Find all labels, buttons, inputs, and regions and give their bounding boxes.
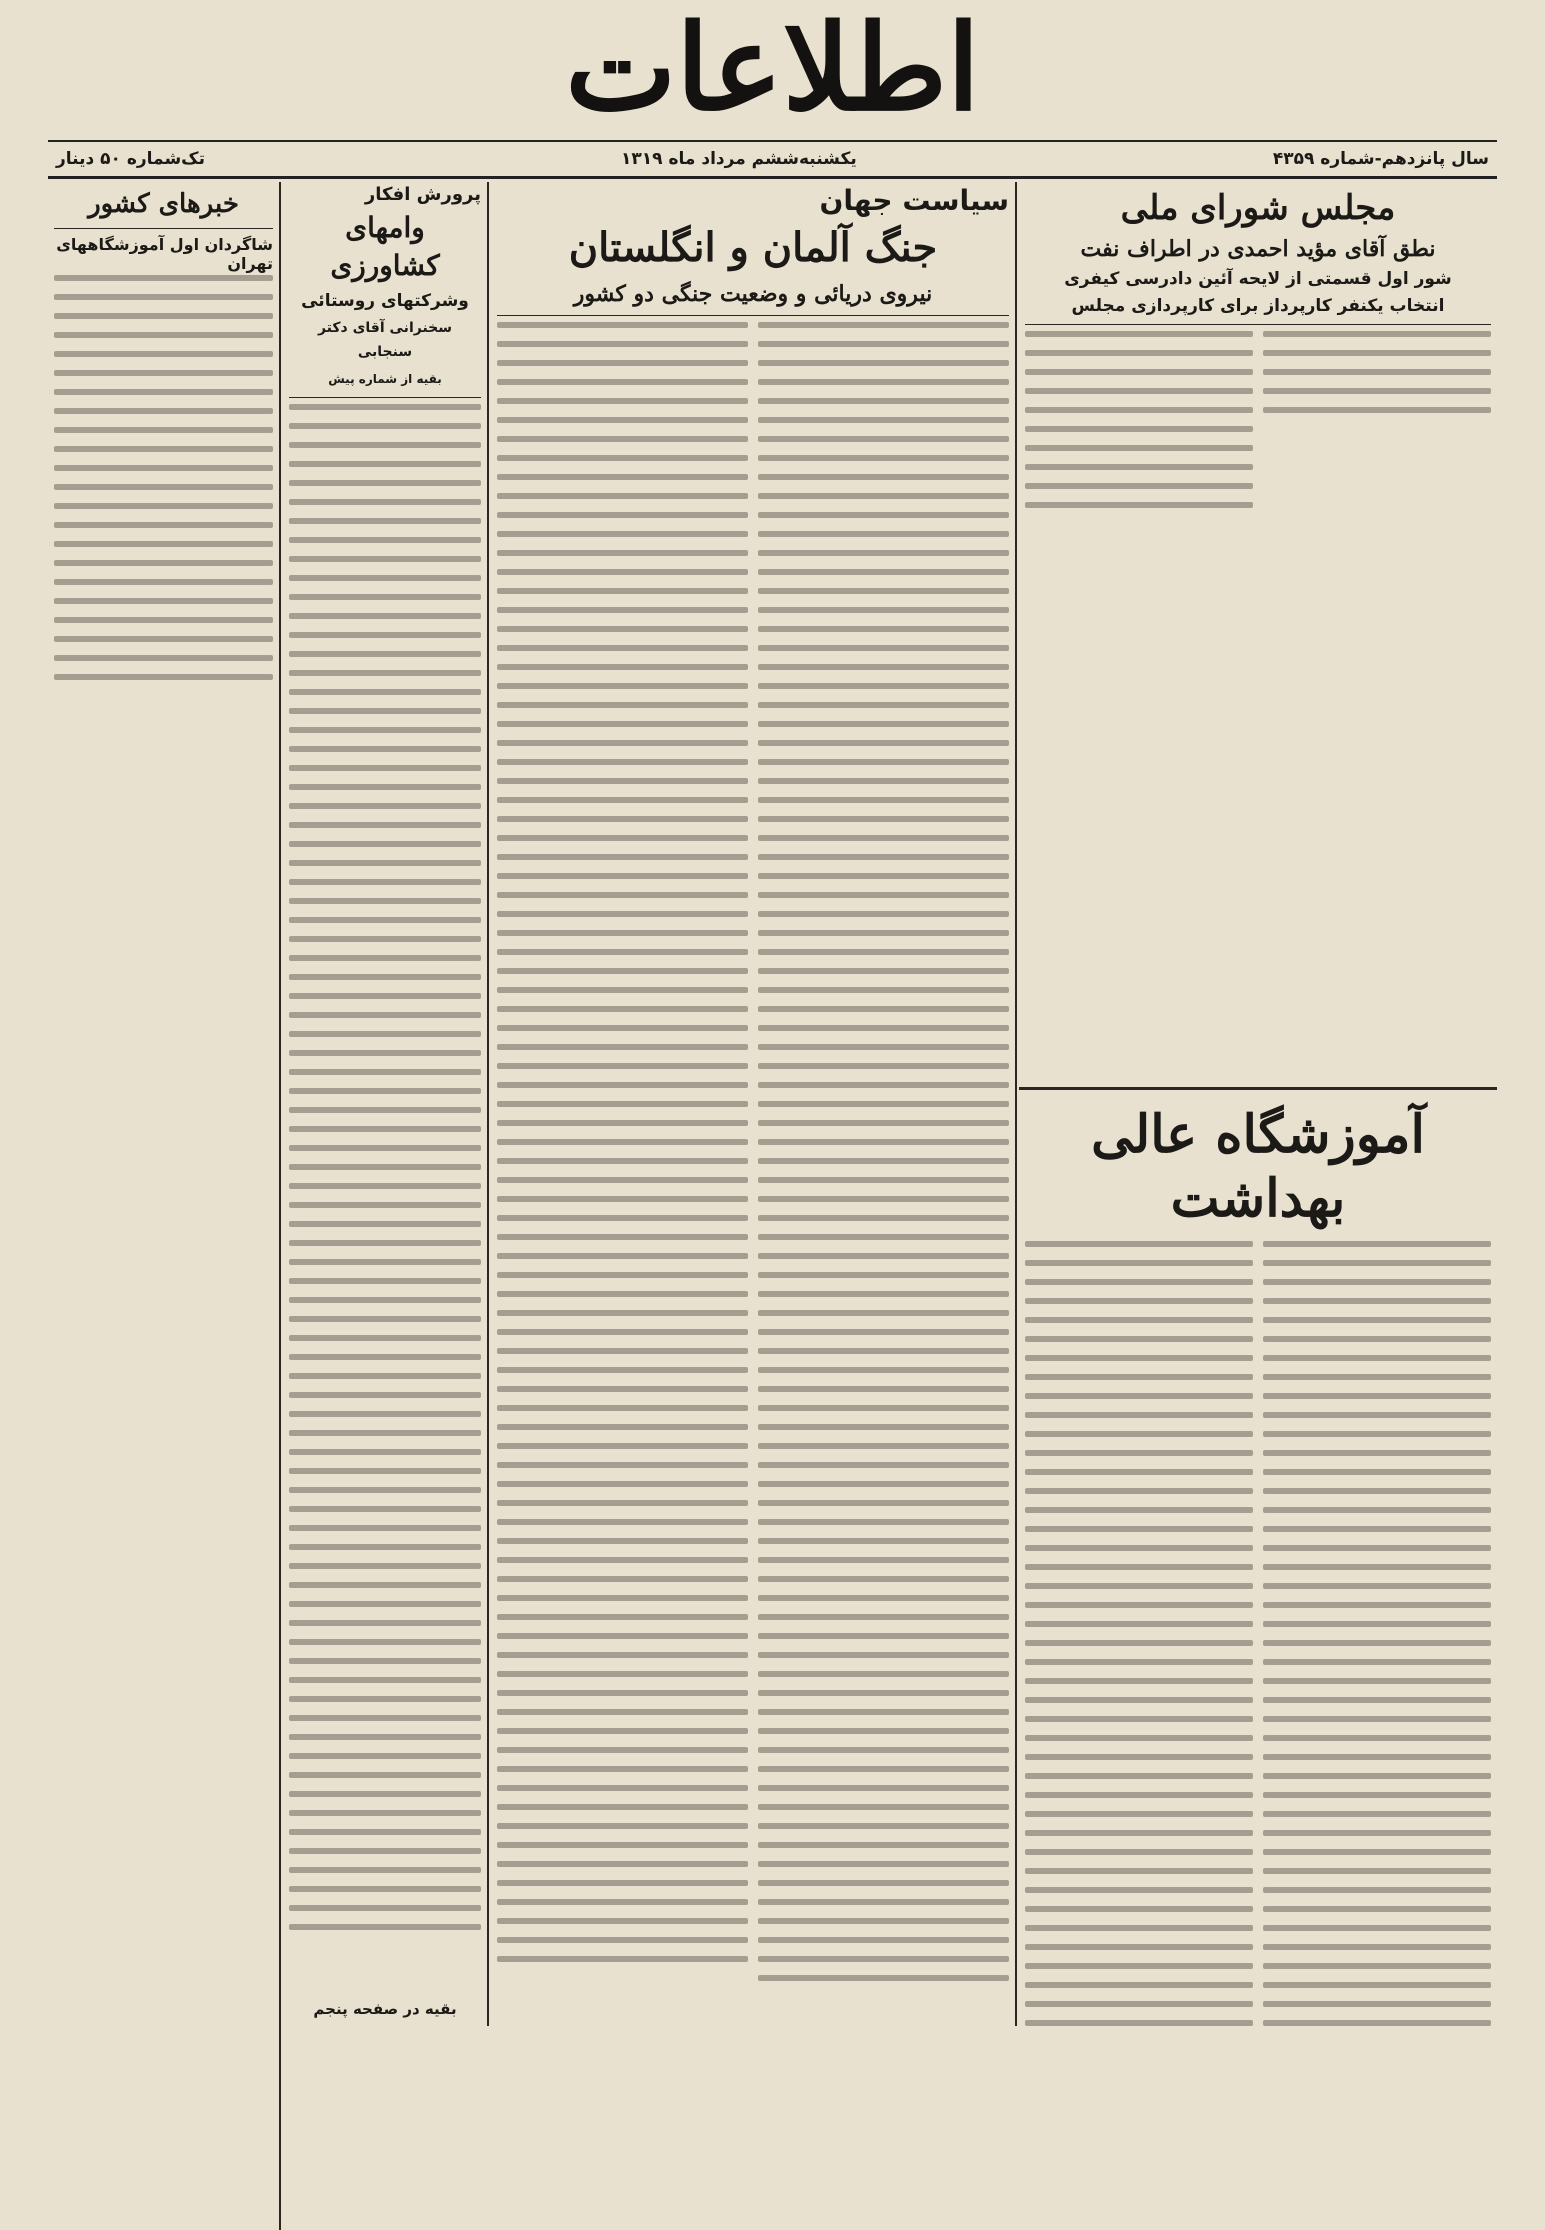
dateline	[48, 140, 1497, 179]
domestic-news-title: خبرهای کشور	[88, 189, 239, 219]
agri-subtitle: وشرکتهای روستائی	[301, 291, 469, 311]
world-politics-article	[491, 182, 1015, 2026]
divider	[1025, 324, 1491, 325]
issue-price: تک‌شماره ۵۰ دینار	[56, 149, 205, 169]
agri-kicker: پرورش افکار	[364, 184, 481, 205]
majlis-title: مجلس شورای ملی	[1120, 188, 1396, 228]
agri-loans-article	[283, 182, 487, 2026]
column-rule	[487, 182, 489, 2026]
text-block	[758, 322, 1009, 1994]
text-block	[1263, 1241, 1491, 2026]
issue-number: سال پانزدهم-شماره ۴۳۵۹	[1272, 149, 1489, 169]
text-block	[289, 404, 481, 2026]
text-block	[497, 322, 748, 1975]
majlis-subtitle: نطق آقای مؤید احمدی در اطراف نفت	[1080, 236, 1436, 262]
continued-note: بقیه در صفحه پنجم	[313, 2000, 457, 2018]
agri-author: سخنرانی آقای دکتر سنجابی	[317, 320, 453, 360]
majlis-line3: شور اول قسمتی از لایحه آئین دادرسی کیفری	[1064, 269, 1452, 289]
domestic-news-column	[48, 182, 279, 2026]
agri-note: بقیه از شماره پیش	[328, 372, 442, 386]
text-block	[54, 275, 273, 2026]
world-politics-subtitle: نیروی دریائی و وضعیت جنگی دو کشور	[573, 281, 933, 307]
column-rule	[279, 182, 281, 2230]
divider	[497, 315, 1009, 316]
health-school-article	[1019, 1097, 1497, 2026]
newspaper-logo: اطلاعات	[565, 0, 980, 137]
columns	[48, 182, 1497, 2026]
column-rule	[1015, 182, 1017, 2026]
text-block	[1025, 331, 1253, 1082]
agri-title: وامهای کشاورزی	[330, 211, 440, 282]
masthead	[48, 0, 1497, 140]
divider	[54, 228, 273, 229]
section-rule	[1019, 1087, 1497, 1090]
majlis-article	[1019, 182, 1497, 1082]
text-block	[1025, 1241, 1253, 2026]
world-politics-title: جنگ آلمان و انگلستان	[568, 224, 938, 271]
divider	[289, 397, 481, 398]
world-politics-kicker: سیاست جهان	[819, 184, 1009, 217]
news-sub-1: شاگردان اول آموزشگاههای تهران	[56, 235, 273, 273]
text-block	[1263, 331, 1491, 1082]
majlis-line4: انتخاب یکنفر کارپرداز برای کارپردازی مجلس	[1071, 296, 1445, 316]
health-school-title: آموزشگاه عالی بهداشت	[1091, 1104, 1425, 1229]
issue-date: یکشنبه‌ششم مرداد ماه ۱۳۱۹	[621, 149, 857, 169]
